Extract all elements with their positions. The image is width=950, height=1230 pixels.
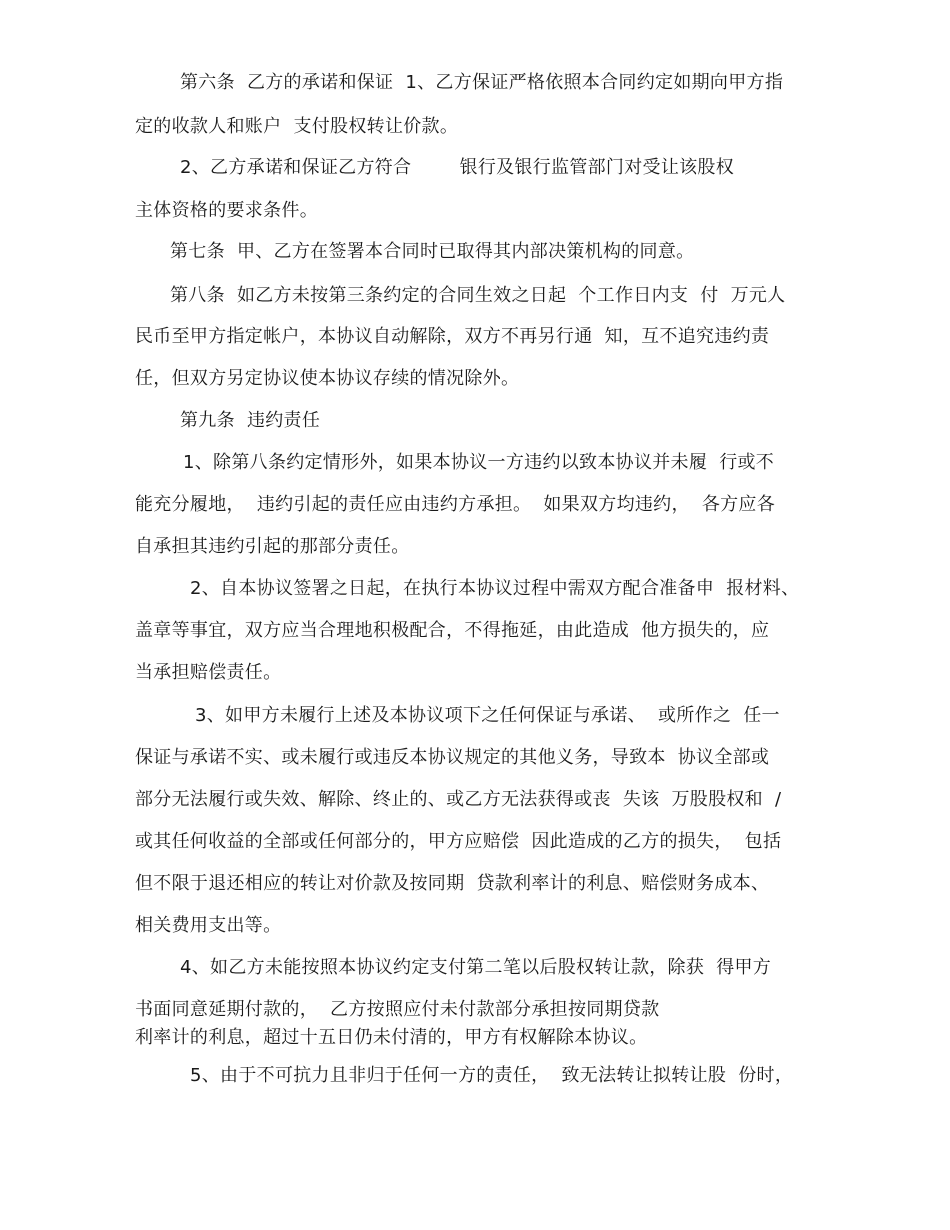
text-line: 2、自本协议签署之日起，在执行本协议过程中需双方配合准备申 报材料、	[190, 578, 800, 599]
text-line: 第八条 如乙方未按第三条约定的合同生效之日起 个工作日内支 付 万元人	[170, 285, 786, 306]
text-line: 3、如甲方未履行上述及本协议项下之任何保证与承诺、 或所作之 任一	[195, 705, 780, 726]
text-line: 相关费用支出等。	[135, 915, 282, 936]
text-line: 1、除第八条约定情形外，如果本协议一方违约以致本协议并未履 行或不	[183, 452, 775, 473]
text-line: 利率计的利息，超过十五日仍未付清的，甲方有权解除本协议。	[135, 1027, 648, 1048]
text-line: 保证与承诺不实、或未履行或违反本协议规定的其他义务，导致本 协议全部或	[135, 747, 770, 768]
text-line: 能充分履地， 违约引起的责任应由违约方承担。 如果双方均违约， 各方应各	[135, 494, 776, 515]
text-line: 自承担其违约引起的那部分责任。	[135, 536, 410, 557]
text-line: 定的收款人和账户 支付股权转让价款。	[135, 116, 459, 137]
text-line: 或其任何收益的全部或任何部分的，甲方应赔偿 因此造成的乙方的损失， 包括	[135, 831, 782, 852]
text-line: 当承担赔偿责任。	[135, 662, 282, 683]
text-line: 任，但双方另定协议使本协议存续的情况除外。	[135, 368, 520, 389]
text-line: 主体资格的要求条件。	[135, 200, 318, 221]
text-line: 但不限于退还相应的转让对价款及按同期 贷款利率计的利息、赔偿财务成本、	[135, 873, 770, 894]
text-line: 部分无法履行或失效、解除、终止的、或乙方无法获得或丧 失该 万股股权和 /	[135, 789, 782, 810]
text-line: 书面同意延期付款的， 乙方按照应付未付款部分承担按同期贷款	[135, 999, 660, 1020]
text-line: 盖章等事宜，双方应当合理地积极配合，不得拖延，由此造成 他方损失的，应	[135, 620, 770, 641]
text-line: 第九条 违约责任	[180, 410, 321, 431]
text-line: 4、如乙方未能按照本协议约定支付第二笔以后股权转让款，除获 得甲方	[180, 957, 772, 978]
text-line: 第七条 甲、乙方在签署本合同时已取得其内部决策机构的同意。	[170, 241, 695, 262]
text-line: 2、乙方承诺和保证乙方符合 银行及银行监管部门对受让该股权	[180, 157, 735, 178]
text-line: 民币至甲方指定帐户，本协议自动解除，双方不再另行通 知，互不追究违约责	[135, 326, 770, 347]
text-line: 第六条 乙方的承诺和保证 1、乙方保证严格依照本合同约定如期向甲方指	[180, 72, 784, 93]
text-line: 5、由于不可抗力且非归于任何一方的责任， 致无法转让拟转让股 份时，	[190, 1065, 794, 1086]
